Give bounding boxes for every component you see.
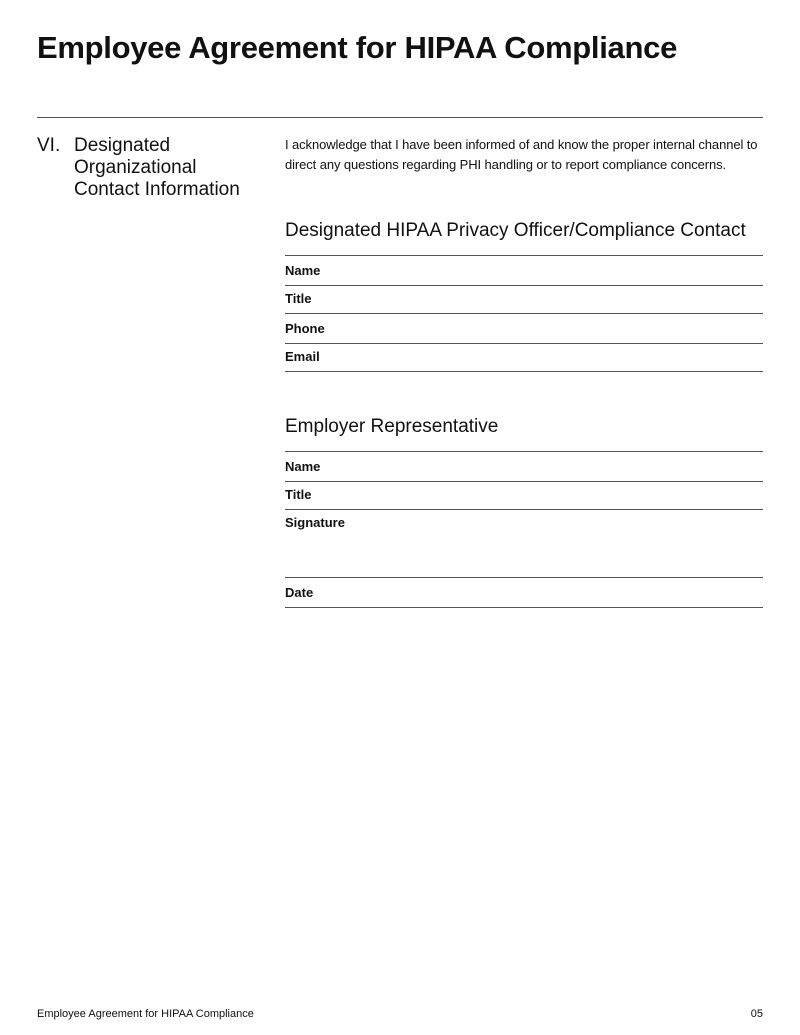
field-divider [285, 343, 763, 344]
employer-rep-heading: Employer Representative [285, 416, 499, 437]
privacy-officer-title-field[interactable]: Title [285, 291, 312, 306]
footer-page-number: 05 [750, 1008, 763, 1020]
field-divider [285, 509, 763, 510]
field-divider [285, 451, 763, 452]
field-divider [285, 481, 763, 482]
privacy-officer-phone-field[interactable]: Phone [285, 321, 325, 336]
employer-rep-title-field[interactable]: Title [285, 487, 312, 502]
footer-document-name: Employee Agreement for HIPAA Compliance [37, 1008, 254, 1020]
field-divider [285, 371, 763, 372]
page-title: Employee Agreement for HIPAA Compliance [37, 30, 678, 65]
privacy-officer-email-field[interactable]: Email [285, 349, 320, 364]
section-number: VI. [37, 135, 61, 156]
acknowledgement-text: I acknowledge that I have been informed of and know the proper internal channel to direct any questions regarding PHI handling or to report compliance concerns. [285, 137, 758, 172]
header-divider [37, 117, 763, 118]
employer-rep-signature-field[interactable]: Signature [285, 515, 345, 530]
field-divider [285, 607, 763, 608]
employer-rep-date-field[interactable]: Date [285, 585, 314, 600]
field-divider [285, 255, 763, 256]
employer-rep-name-field[interactable]: Name [285, 459, 321, 474]
field-divider [285, 285, 763, 286]
field-divider [285, 313, 763, 314]
section-title: Designated Organizational Contact Information [74, 135, 240, 200]
privacy-officer-name-field[interactable]: Name [285, 263, 321, 278]
field-divider [285, 577, 763, 578]
privacy-officer-heading: Designated HIPAA Privacy Officer/Compliance Contact [285, 220, 746, 241]
